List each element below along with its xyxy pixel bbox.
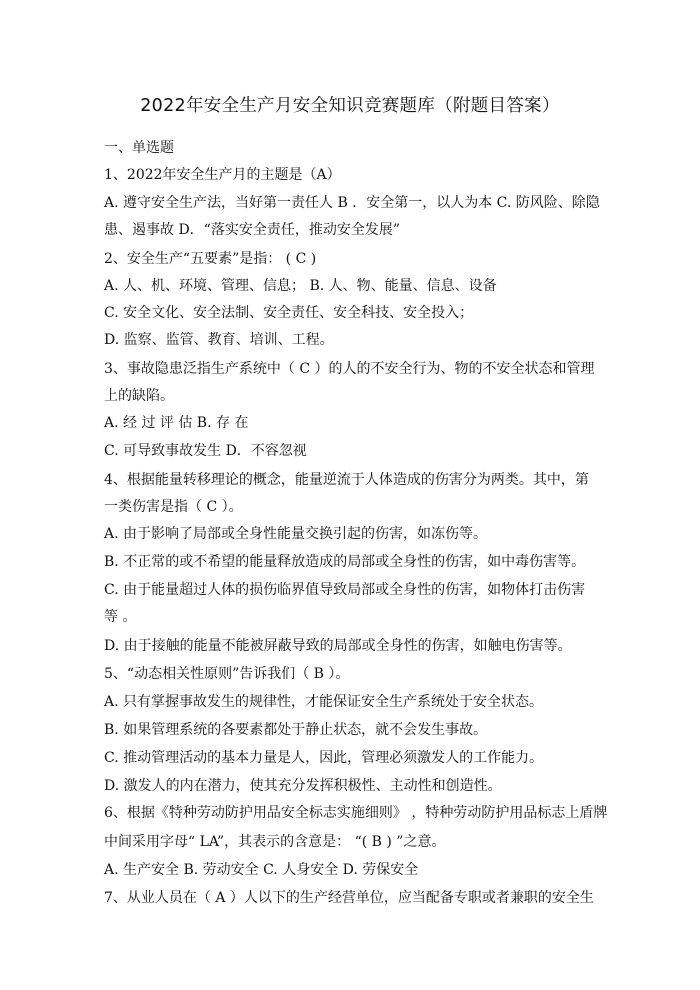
question-3-line-2: 上的缺陷。 (104, 388, 174, 404)
question-3-line-1: 3、事故隐患泛指生产系统中（ C ）的人的不安全行为、物的不安全状态和管理 (104, 361, 595, 377)
section-heading: 一、单选题 (104, 140, 174, 156)
question-3-options-cd: C. 可导致事故发生 D．不容忽视 (104, 443, 307, 459)
question-4-option-c-line-1: C. 由于能量超过人体的损伤临界值导致局部或全身性的伤害，如物体打击伤害 (104, 582, 586, 598)
question-2-option-d: D. 监察、监管、教育、培训、工程。 (104, 332, 334, 348)
document-title: 2022年安全生产月安全知识竞赛题库（附题目答案） (140, 96, 560, 116)
question-5-option-b: B. 如果管理系统的各要素都处于静止状态，就不会发生事故。 (104, 722, 488, 738)
question-4-option-a: A. 由于影响了局部或全身性能量交换引起的伤害，如冻伤等。 (104, 526, 488, 542)
question-4-option-b: B. 不正常的或不希望的能量释放造成的局部或全身性的伤害，如中毒伤害等。 (104, 554, 586, 570)
question-4-line-1: 4、根据能量转移理论的概念，能量逆流于人体造成的伤害分为两类。其中，第 (104, 472, 589, 488)
question-1-options-line-2: 患、遏事故 D．“落实安全责任，推动安全发展” (104, 222, 400, 238)
question-2-option-c: C. 安全文化、安全法制、安全责任、安全科技、安全投入； (104, 305, 474, 321)
question-1-options-line-1: A. 遵守安全生产法，当好第一责任人 B ．安全第一，以人为本 C. 防风险、除隐 (104, 195, 600, 211)
question-7-line-1: 7、从业人员在（ A ）人以下的生产经营单位，应当配备专职或者兼职的安全生 (104, 890, 594, 906)
question-5-option-a: A. 只有掌握事故发生的规律性，才能保证安全生产系统处于安全状态。 (104, 694, 544, 710)
question-4-line-2: 一类伤害是指（ C ）。 (104, 499, 243, 515)
question-4-option-c-line-2: 等 。 (104, 609, 137, 625)
question-6-options: A. 生产安全 B. 劳动安全 C. 人身安全 D. 劳保安全 (104, 862, 419, 878)
question-5: 5、“动态相关性原则”告诉我们（ B ）。 (104, 666, 350, 682)
question-1: 1、2022年安全生产月的主题是（A） (104, 167, 341, 183)
question-4-option-d: D. 由于接触的能量不能被屏蔽导致的局部或全身性的伤害，如触电伤害等。 (104, 638, 572, 654)
question-2: 2、安全生产“五要素”是指： ( C ) (104, 251, 317, 267)
question-6-line-1: 6、根据《特种劳动防护用品安全标志实施细则》 ，特种劳动防护用品标志上盾牌 (104, 805, 608, 821)
question-5-option-c: C. 推动管理活动的基本力量是人，因此，管理必须激发人的工作能力。 (104, 750, 544, 766)
question-6-line-2: 中间采用字母“ LA”，其表示的含意是： “( B ) ”之意。 (104, 834, 446, 850)
question-5-option-d: D. 激发人的内在潜力，使其充分发挥积极性、主动性和创造性。 (104, 778, 502, 794)
question-3-options-ab: A. 经 过 评 估 B. 存 在 (104, 415, 249, 431)
question-2-options-ab: A. 人、机、环境、管理、信息； B. 人、物、能量、信息、设备 (104, 278, 497, 294)
